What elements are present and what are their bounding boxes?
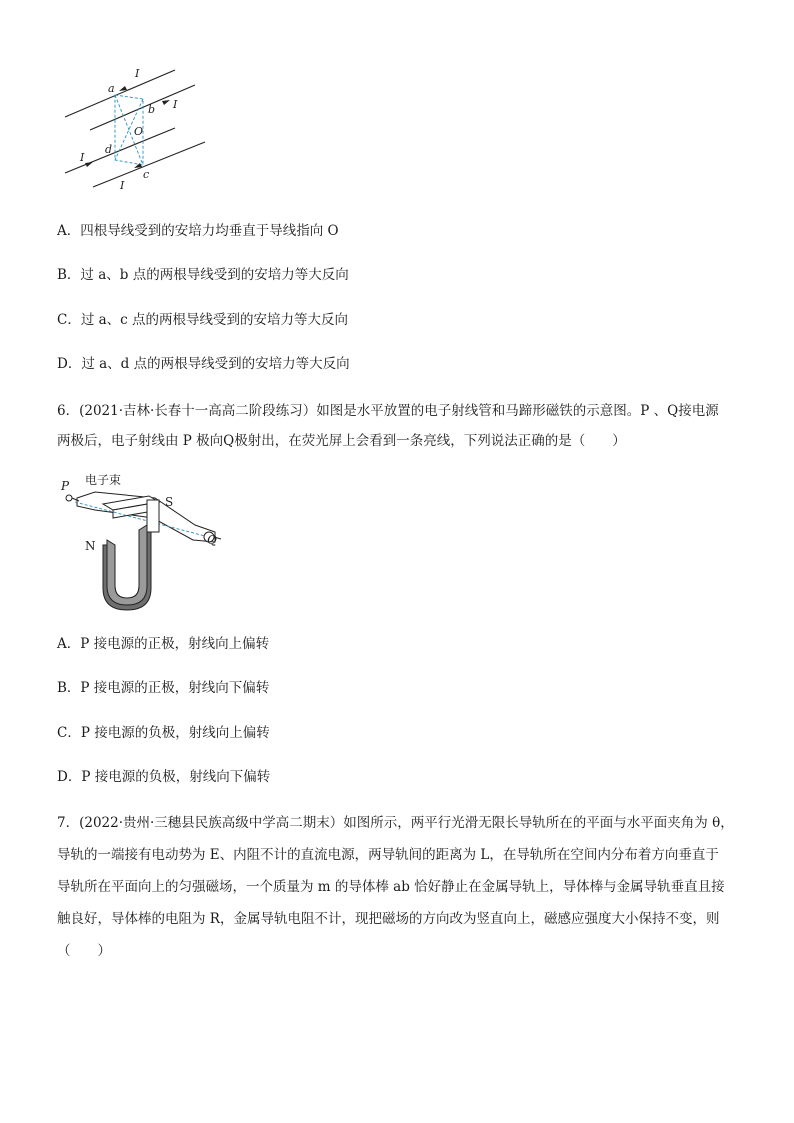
magnet-pole-S (147, 500, 159, 532)
label-electron-beam: 电子束 (85, 473, 122, 487)
electron-tube-figure (55, 470, 235, 615)
label-Q: Q (207, 533, 217, 547)
wire-b (90, 85, 195, 130)
q7-stem-line: 7．(2022·贵州·三穗县民族高级中学高二期末）如图所示，两平行光滑无限长导轨所在的平面与水平面夹角为 θ， (57, 815, 734, 831)
q6-option-c: C．P 接电源的负极，射线向上偏转 (57, 725, 270, 741)
q6-option-a: A．P 接电源的正极，射线向上偏转 (57, 636, 270, 652)
label-I-c: I (120, 179, 125, 192)
arrow-a (119, 86, 127, 91)
electrode-P (66, 495, 72, 501)
label-I-d: I (80, 151, 85, 164)
label-I-b: I (173, 98, 178, 111)
label-a: a (108, 82, 115, 95)
q6-option-b: B．P 接电源的正极，射线向下偏转 (57, 680, 270, 696)
label-c: c (143, 168, 150, 181)
q5-option-c: C．过 a、c 点的两根导线受到的安培力等大反向 (57, 312, 349, 328)
label-I-a: I (135, 67, 140, 80)
q6-stem (57, 396, 747, 456)
four-wires-figure (55, 65, 220, 195)
wire-a (65, 70, 175, 117)
label-P: P (61, 479, 70, 493)
q6-stem-line: 两极后，电子射线由 P 极向Q极射出，在荧光屏上会看到一条亮线，下列说法正确的是（ ） (57, 433, 626, 449)
q7-stem (57, 807, 747, 967)
q7-stem-line: 触良好，导体棒的电阻为 R，金属导轨电阻不计，现把磁场的方向改为竖直向上，磁感应强度大小保持不变，则 (57, 911, 720, 927)
q5-option-d: D．过 a、d 点的两根导线受到的安培力等大反向 (57, 356, 350, 372)
q7-stem-line: （ ） (57, 943, 111, 959)
label-d: d (105, 143, 113, 156)
arrow-b (162, 100, 170, 105)
label-b: b (148, 103, 156, 116)
q6-option-d: D．P 接电源的负极，射线向下偏转 (57, 769, 271, 785)
q7-stem-line: 导轨所在平面向上的匀强磁场，一个质量为 m 的导体棒 ab 恰好静止在金属导轨上，导体棒与金属导轨垂直且接 (57, 879, 725, 895)
arrow-d (85, 162, 93, 167)
q6-stem-line: 6．(2021·吉林·长春十一高高二阶段练习）如图是水平放置的电子射线管和马蹄形磁铁的示意图。P 、Q接电源 (57, 403, 719, 419)
q5-option-a: A．四根导线受到的安培力均垂直于导线指向 O (57, 223, 339, 239)
q7-stem-line: 导轨的一端接有电动势为 E、内阻不计的直流电源，两导轨间的距离为 L，在导轨所在空间内分布着方向垂直于 (57, 847, 719, 863)
label-N: N (85, 539, 96, 553)
label-S: S (165, 495, 174, 509)
q5-option-b: B．过 a、b 点的两根导线受到的安培力等大反向 (57, 267, 349, 283)
label-O: O (134, 125, 144, 138)
